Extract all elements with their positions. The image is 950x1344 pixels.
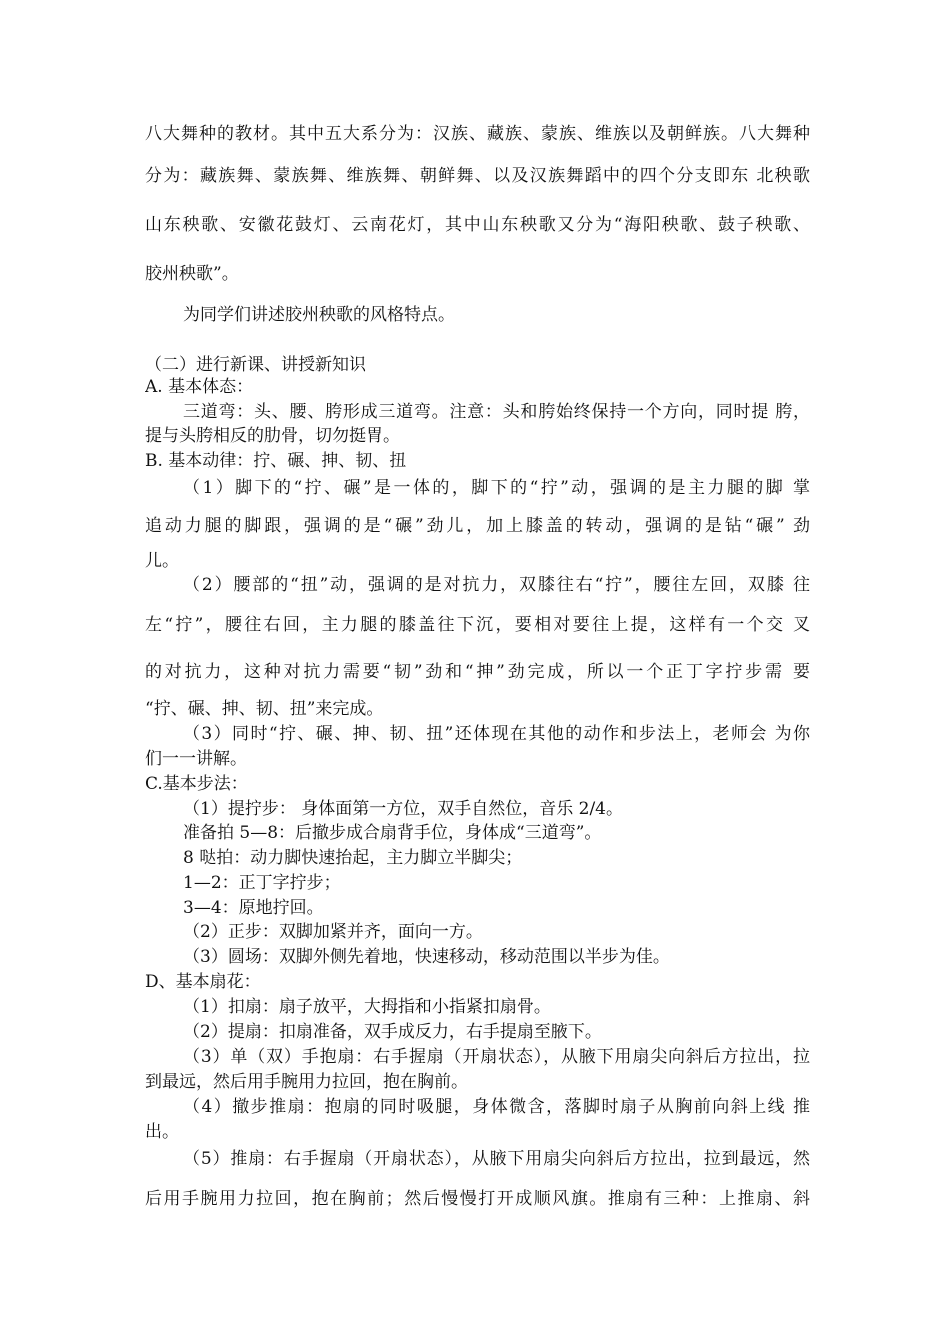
rhythm-p2-line-4: “拧、碾、抻、韧、扭”来完成。 — [145, 699, 384, 719]
steps-heading: C.基本步法： — [145, 774, 248, 794]
rhythm-p3-line-2: 们一一讲解。 — [145, 749, 247, 769]
posture-line-2: 提与头胯相反的肋骨，切勿挺胃。 — [145, 426, 400, 446]
intro-line-5: 为同学们讲述胶州秧歌的风格特点。 — [183, 305, 455, 325]
rhythm-p1-line-1: （1）脚下的“拧、碾”是一体的，脚下的“拧”动，强调的是主力腿的脚 掌 — [183, 478, 810, 498]
steps-line-6: （2）正步：双脚加紧并齐，面向一方。 — [183, 922, 483, 942]
intro-line-1: 八大舞种的教材。其中五大系分为：汉族、藏族、蒙族、维族以及朝鲜族。八大舞种 — [145, 124, 810, 144]
rhythm-p1-line-2: 追动力腿的脚跟，强调的是“碾”劲儿，加上膝盖的转动，强调的是钻“碾” 劲 — [145, 516, 810, 536]
rhythm-p3-line-1: （3）同时“拧、碾、抻、韧、扭”还体现在其他的动作和步法上，老师会 为你 — [183, 724, 810, 744]
posture-line-1: 三道弯：头、腰、胯形成三道弯。注意：头和胯始终保持一个方向，同时提 胯， — [183, 402, 810, 422]
steps-line-7: （3）圆场：双脚外侧先着地，快速移动，移动范围以半步为佳。 — [183, 947, 670, 967]
intro-line-4: 胶州秧歌”。 — [145, 264, 239, 284]
posture-heading: A. 基本体态： — [145, 377, 254, 397]
fan-line-7: （5）推扇：右手握扇（开扇状态），从腋下用扇尖向斜后方拉出，拉到最远，然 — [183, 1149, 810, 1169]
fan-line-2: （2）提扇：扣扇准备，双手成反力，右手提扇至腋下。 — [183, 1022, 602, 1042]
rhythm-p2-line-2: 左“拧”，腰往右回，主力腿的膝盖往下沉，要相对要往上提，这样有一个交 叉 — [145, 615, 810, 635]
rhythm-heading: B. 基本动律：拧、碾、抻、韧、扭 — [145, 451, 407, 471]
rhythm-p2-line-1: （2）腰部的“扭”动，强调的是对抗力，双膝往右“拧”，腰往左回，双膝 往 — [183, 575, 810, 595]
steps-line-5: 3—4：原地拧回。 — [183, 898, 324, 918]
steps-line-1: （1）提拧步： 身体面第一方位，双手自然位，音乐 2/4。 — [183, 799, 623, 819]
steps-line-4: 1—2：正丁字拧步； — [183, 873, 341, 893]
fan-heading: D、基本扇花： — [145, 972, 261, 992]
fan-line-1: （1）扣扇：扇子放平，大拇指和小指紧扣扇骨。 — [183, 997, 551, 1017]
rhythm-p1-line-3: 儿。 — [145, 551, 179, 571]
steps-line-2: 准备拍 5—8：后撤步成合扇背手位，身体成“三道弯”。 — [183, 823, 602, 843]
fan-line-6: 出。 — [145, 1122, 179, 1142]
intro-line-2: 分为：藏族舞、蒙族舞、维族舞、朝鲜舞、以及汉族舞蹈中的四个分支即东 北秧歌 — [145, 166, 810, 186]
intro-line-3: 山东秧歌、安徽花鼓灯、云南花灯，其中山东秧歌又分为“海阳秧歌、鼓子秧歌、 — [145, 215, 810, 235]
fan-line-3: （3）单（双）手抱扇：右手握扇（开扇状态），从腋下用扇尖向斜后方拉出，拉 — [183, 1047, 810, 1067]
section-heading: （二）进行新课、讲授新知识 — [145, 355, 366, 375]
steps-line-3: 8 哒拍：动力脚快速抬起，主力脚立半脚尖； — [183, 848, 523, 868]
fan-line-4: 到最远，然后用手腕用力拉回，抱在胸前。 — [145, 1072, 468, 1092]
rhythm-p2-line-3: 的对抗力，这种对抗力需要“韧”劲和“抻”劲完成，所以一个正丁字拧步需 要 — [145, 662, 810, 682]
fan-line-8: 后用手腕用力拉回，抱在胸前；然后慢慢打开成顺风旗。推扇有三种：上推扇、斜 — [145, 1189, 810, 1209]
fan-line-5: （4）撤步推扇：抱扇的同时吸腿，身体微含，落脚时扇子从胸前向斜上线 推 — [183, 1097, 810, 1117]
